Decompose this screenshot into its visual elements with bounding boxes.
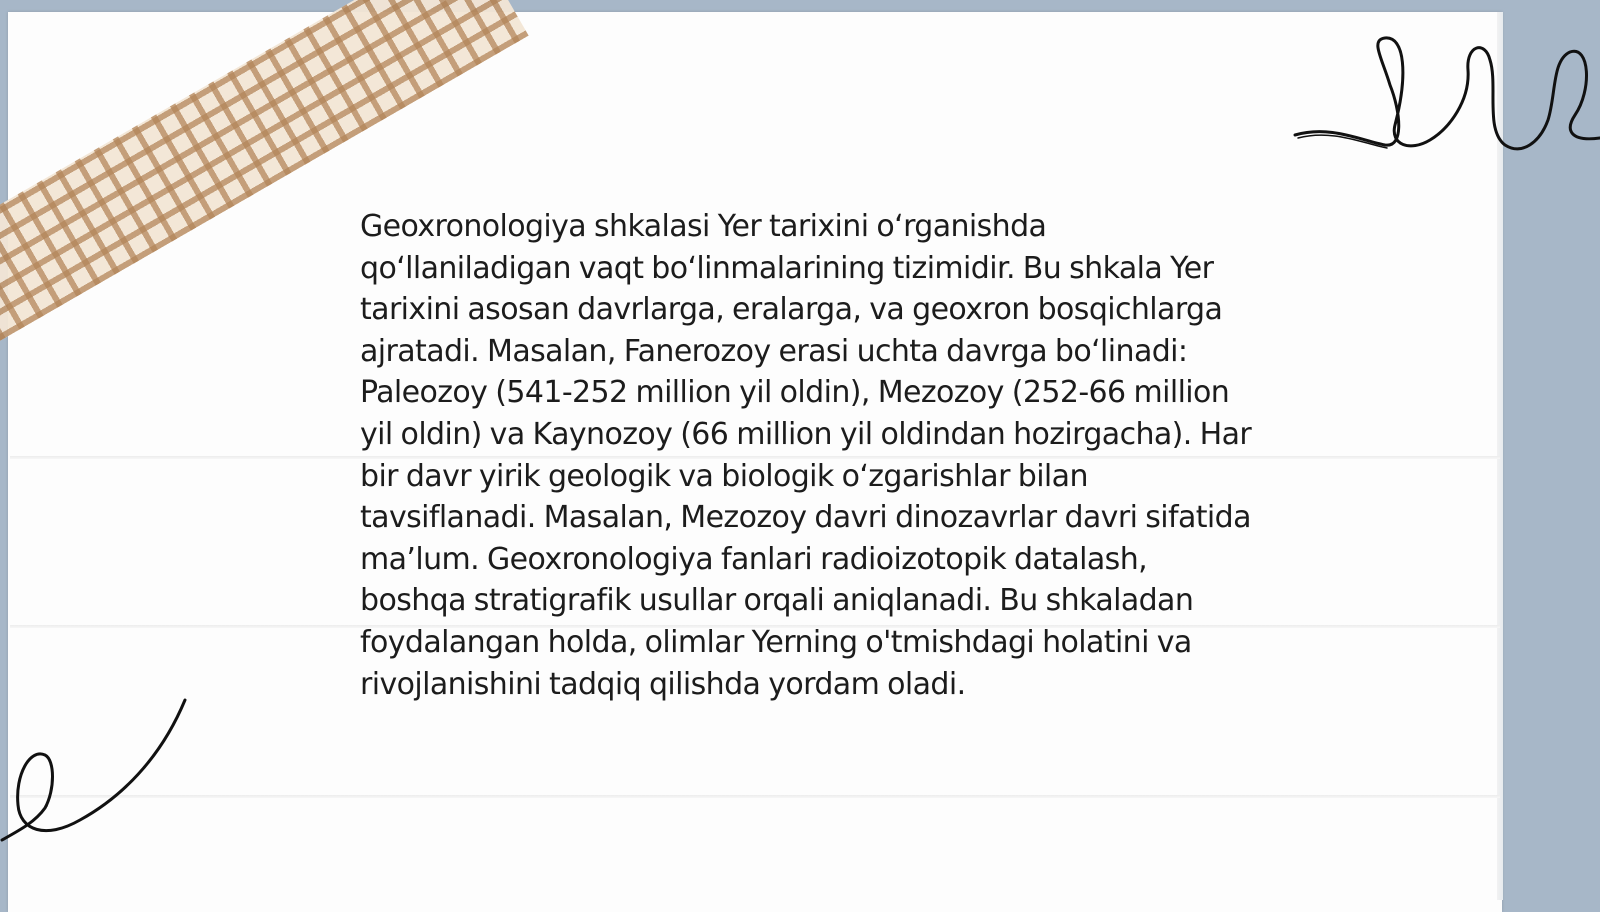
loop-scribble-top-right: [1290, 30, 1600, 170]
ruled-line: [10, 795, 1500, 798]
slide-paragraph: Geoxronologiya shkalasi Yer tarixini o‘rganishda qo‘llaniladigan vaqt bo‘linmalarining tizimidir. Bu shkala Yer tarixini asosan davrlarga, eralarga, va geoxron bosqichlarga ajratadi. Masalan, Fanerozoy erasi uchta davrga bo‘linadi: Paleozoy (541-252 million yil oldin), Mezozoy (252-66 million yil oldin) va Kaynozoy (66 million yil oldindan hozirgacha). Har bir davr yirik geologik va biologik o‘zgarishlar bilan tavsiflanadi. Masalan, Mezozoy davri dinozavrlar davri sifatida ma’lum. Geoxronologiya fanlari radioizotopik datalash, boshqa stratigrafik usullar orqali aniqlanadi. Bu shkaladan foydalangan holda, olimlar Yerning o'tmishdagi holatini va rivojlanishini tadqiq qilishda yordam oladi.: [360, 209, 1252, 702]
loop-scribble-bottom-left: [0, 690, 200, 850]
